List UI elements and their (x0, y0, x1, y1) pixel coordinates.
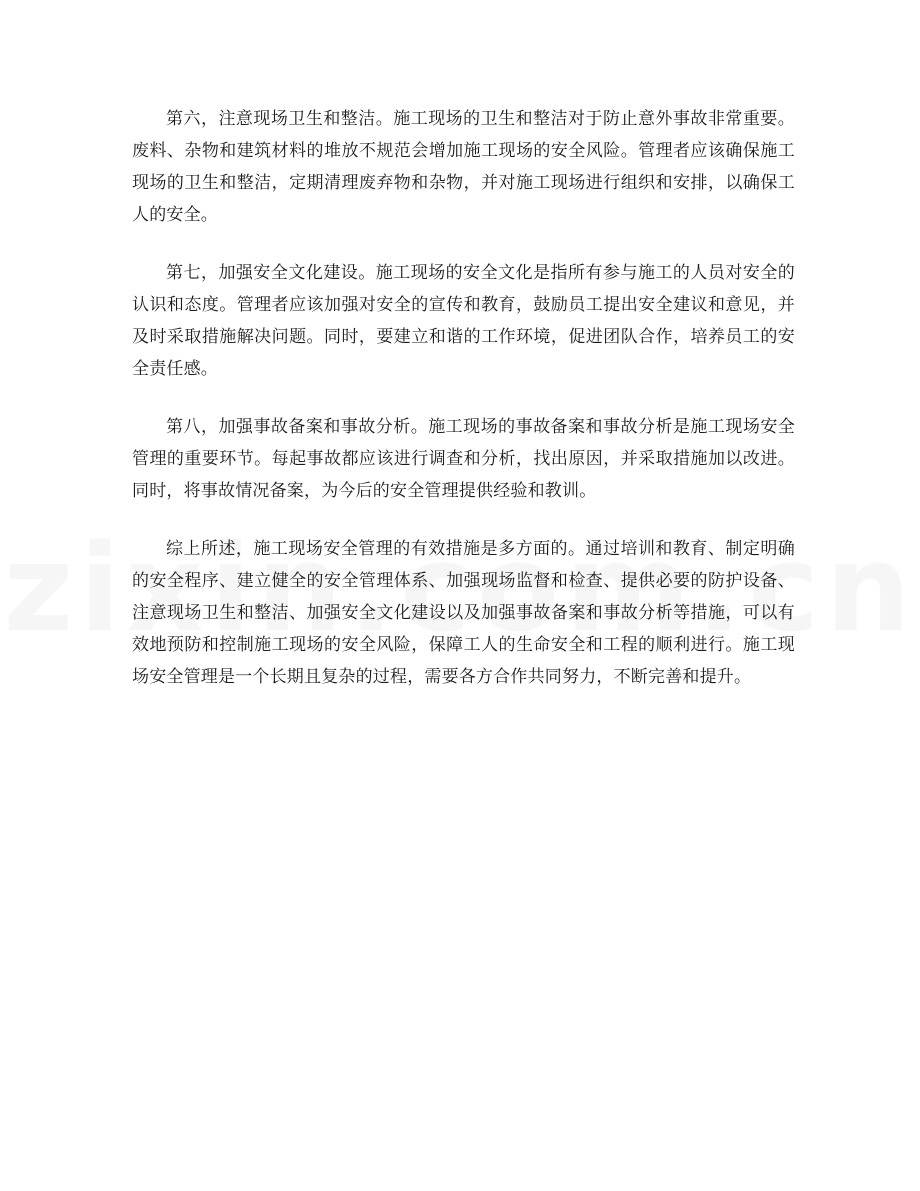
paragraph-eighth: 第八，加强事故备案和事故分析。施工现场的事故备案和事故分析是施工现场安全管理的重要环节。每起事故都应该进行调查和分析，找出原因，并采取措施加以改进。同时，将事故情况备案，为今后的安全管理提供经验和教训。 (132, 417, 795, 501)
paragraph-summary: 综上所述，施工现场安全管理的有效措施是多方面的。通过培训和教育、制定明确的安全程序、建立健全的安全管理体系、加强现场监督和检查、提供必要的防护设备、注意现场卫生和整洁、加强安全文化建设以及加强事故备案和事故分析等措施，可以有效地预防和控制施工现场的安全风险，保障工人的生命安全和工程的顺利进行。施工现场安全管理是一个长期且复杂的过程，需要各方合作共同努力，不断完善和提升。 (132, 539, 795, 687)
paragraph-seventh: 第七，加强安全文化建设。施工现场的安全文化是指所有参与施工的人员对安全的认识和态度。管理者应该加强对安全的宣传和教育，鼓励员工提出安全建议和意见，并及时采取措施解决问题。同时，要建立和谐的工作环境，促进团队合作，培养员工的安全责任感。 (132, 263, 795, 379)
paragraph-sixth: 第六，注意现场卫生和整洁。施工现场的卫生和整洁对于防止意外事故非常重要。废料、杂物和建筑材料的堆放不规范会增加施工现场的安全风险。管理者应该确保施工现场的卫生和整洁，定期清理废弃物和杂物，并对施工现场进行组织和安排，以确保工人的安全。 (132, 109, 795, 225)
document-body (132, 103, 795, 719)
